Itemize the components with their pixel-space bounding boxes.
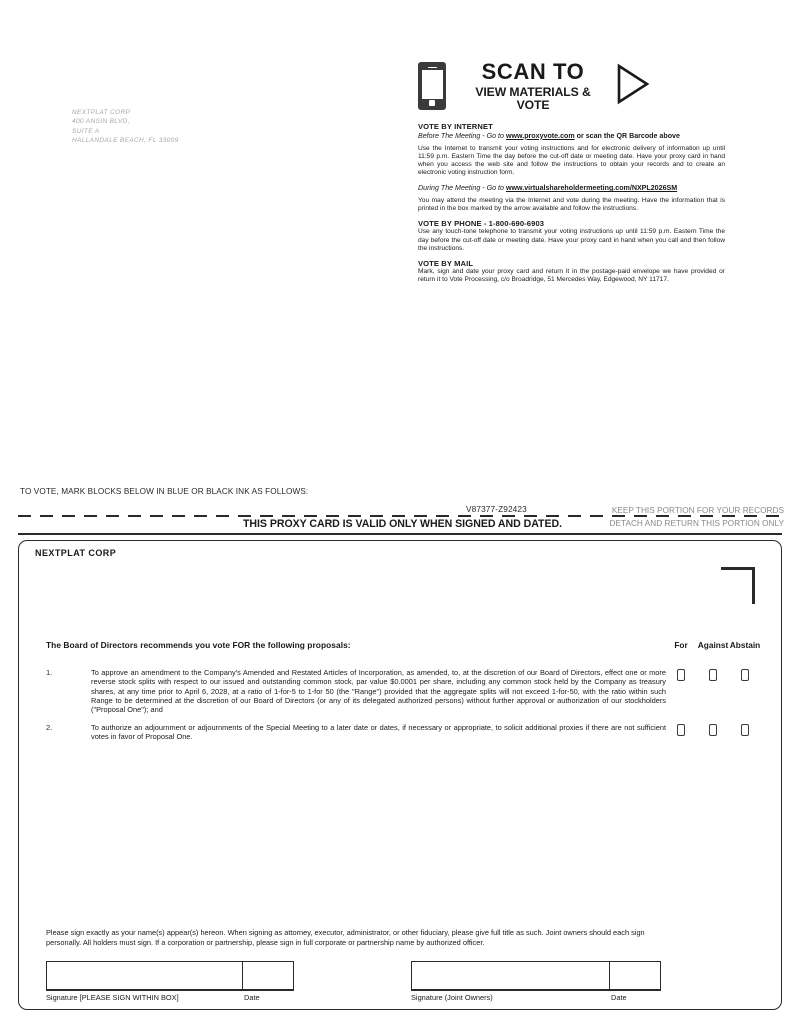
signature-group-holder [46, 961, 294, 1011]
column-header-abstain: Abstain [729, 640, 761, 650]
valid-when-signed-notice: THIS PROXY CARD IS VALID ONLY WHEN SIGNED AND DATED. [243, 518, 562, 530]
signature-input-joint[interactable] [412, 962, 610, 989]
keep-portion-label: KEEP THIS PORTION FOR YOUR RECORDS [611, 506, 784, 515]
signature-instructions: Please sign exactly as your name(s) appear(s) hereon. When signing as attorney, executor, administrator, or other fiduciary, please give full title as such. Joint owners should each sign personally. All holders must sign. If a corporation or partnership, please sign in full corporate or partnership name by authorized officer. [46, 928, 645, 947]
proposal-vote-boxes [665, 724, 761, 736]
checkbox-for-proposal-2[interactable] [677, 724, 686, 736]
signature-holder-label: Signature [PLEASE SIGN WITHIN BOX] [46, 992, 179, 1002]
detach-portion-label: DETACH AND RETURN THIS PORTION ONLY [609, 519, 784, 528]
checkbox-abstain-proposal-1[interactable] [741, 669, 750, 681]
proposal-vote-boxes [665, 669, 761, 681]
signature-group-joint [411, 961, 661, 1011]
vote-box-wrapper [665, 724, 697, 736]
corner-marker-horizontal [721, 567, 755, 570]
proposal-number: 1. [46, 668, 53, 677]
column-header-for: For [674, 640, 688, 650]
date-input-holder[interactable] [243, 962, 293, 989]
before-meeting-suffix: or scan the QR Barcode above [574, 131, 680, 140]
during-meeting-body: You may attend the meeting via the Internet and vote during the meeting. Have the information that is printed in the box marked by the arrow available and follow the instructions. [418, 197, 725, 213]
virtual-meeting-link[interactable]: www.virtualshareholdermeeting.com/NXPL2026SM [505, 184, 678, 193]
vote-by-internet-heading: VOTE BY INTERNET [418, 122, 493, 131]
vote-by-phone-heading: VOTE BY PHONE - 1-800-690-6903 [418, 219, 545, 229]
phone-home-button [429, 100, 435, 106]
checkbox-against-proposal-1[interactable] [709, 669, 718, 681]
vote-by-phone-section [418, 220, 725, 252]
voting-instructions [418, 123, 725, 284]
signature-input-holder[interactable] [47, 962, 243, 989]
card-company-name: NEXTPLAT CORP [35, 548, 117, 558]
scan-to-heading: SCAN TO [481, 59, 585, 85]
date-input-joint[interactable] [610, 962, 660, 989]
vote-by-internet-section [418, 123, 725, 213]
proposal-text: To authorize an adjournment or adjournments of the Special Meeting to a later date or dates, if necessary or appropriate, to solicit additional proxies if there are not sufficient votes in favor of Proposal One. [91, 723, 666, 742]
signature-joint-label: Signature (Joint Owners) [411, 992, 493, 1002]
date-joint-label: Date [611, 992, 627, 1002]
phone-speaker-slot [428, 67, 437, 69]
proxy-card [18, 540, 782, 1010]
vote-column-headers [665, 640, 761, 650]
vote-by-mail-body: Mark, sign and date your proxy card and return it in the postage-paid envelope we have provided or return it to Vote Processing, c/o Broadridge, 51 Mercedes Way, Edgewood, NY 11717. [418, 267, 725, 283]
before-meeting-goto: - Go to [480, 131, 506, 140]
checkbox-against-proposal-2[interactable] [709, 724, 718, 736]
control-number: V87377-Z92423 [466, 504, 527, 514]
proposal-text: To approve an amendment to the Company's Amended and Restated Articles of Incorporation, as amended, to, at the discretion of our Board of Directors, effect one or more reverse stock splits with respect to our issued and outstanding common stock, par value $0.0001 per share, including any common stock held by the Company as treasury shares, at any time prior to April 6, 2028, at a ratio of 1-for-5 to 1-for 50 (the "Range") provided that the aggregate splits will not exceed 1-for-50, with the ratio within such Range to be determined at the discretion of our Board of Directors (or any of its delegated authorized persons) without further approval or authorization of our stockholders ("Proposal One"); and [91, 668, 666, 715]
vote-box-wrapper [729, 669, 761, 681]
vote-by-phone-body: Use any touch-tone telephone to transmit your voting instructions up until 11:59 p.m. Eastern Time the day before the cut-off date or meeting date. Have your proxy card in hand when you call and then follow the instructions. [418, 228, 725, 252]
vote-box-wrapper [697, 724, 729, 736]
signature-box-row [46, 961, 294, 991]
signature-box-row [411, 961, 661, 991]
mailing-address-line: NEXTPLAT CORP [72, 109, 131, 116]
mailing-address-line: 400 ANSIN BLVD, [72, 118, 130, 126]
vote-box-wrapper [697, 669, 729, 681]
mailing-address-block [72, 108, 179, 145]
mailing-address-line: HALLANDALE BEACH, FL 33009 [72, 136, 179, 144]
signature-labels [411, 993, 661, 1005]
during-meeting-label: During The Meeting [418, 184, 481, 193]
mark-blocks-instruction: TO VOTE, MARK BLOCKS BELOW IN BLUE OR BLACK INK AS FOLLOWS: [20, 487, 309, 496]
signature-labels [46, 993, 294, 1005]
scan-to-banner [418, 56, 650, 116]
scan-to-text [459, 61, 607, 110]
vote-box-wrapper [729, 724, 761, 736]
proxyvote-link[interactable]: www.proxyvote.com [505, 131, 575, 140]
smartphone-icon [418, 62, 446, 110]
checkbox-abstain-proposal-2[interactable] [741, 724, 750, 736]
board-recommendation: The Board of Directors recommends you vote FOR the following proposals: [46, 640, 351, 650]
play-triangle-icon [616, 63, 650, 110]
checkbox-for-proposal-1[interactable] [677, 669, 686, 681]
phone-screen [422, 70, 443, 99]
before-meeting-line [418, 132, 725, 140]
during-meeting-line [418, 184, 725, 192]
vote-box-wrapper [665, 669, 697, 681]
mailing-address-line: SUITE A [72, 127, 100, 135]
arrow-box-corner-marker [721, 567, 755, 604]
section-divider-rule [18, 533, 782, 535]
corner-marker-vertical [752, 567, 755, 604]
vote-by-mail-section [418, 260, 725, 284]
column-header-against: Against [697, 640, 729, 650]
vote-by-mail-heading: VOTE BY MAIL [418, 258, 474, 268]
date-holder-label: Date [244, 992, 260, 1002]
before-meeting-body: Use the Internet to transmit your voting instructions and for electronic delivery of information up until 11:59 p.m. Eastern Time the day before the cut-off date or meeting date. Have your proxy card in hand when you access the web site and follow the instructions to obtain your records and to create an electronic voting instruction form. [418, 144, 725, 176]
proposal-number: 2. [46, 723, 53, 732]
during-meeting-goto: - Go to [480, 184, 506, 193]
scan-to-subheading: VIEW MATERIALS & VOTE [475, 85, 591, 112]
before-meeting-label: Before The Meeting [418, 131, 481, 140]
